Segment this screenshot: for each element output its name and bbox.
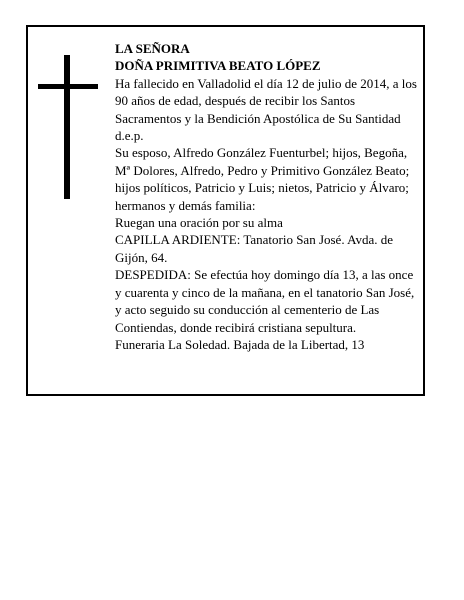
- chapel-info: CAPILLA ARDIENTE: Tanatorio San José. Avda. de Gijón, 64.: [115, 232, 394, 265]
- notice-title-line1: LA SEÑORA: [115, 41, 190, 56]
- notice-text: [115, 40, 419, 353]
- death-announcement: Ha fallecido en Valladolid el día 12 de julio de 2014, a los 90 años de edad, después de recibir los Santos Sacramentos y la Bendición Apostólica de Su Santidad d.e.p.: [115, 75, 417, 144]
- family-list: Su esposo, Alfredo González Fuenturbel; hijos, Begoña, Mª Dolores, Alfredo, Pedro y Primitivo González Beato; hijos políticos, Patricio y Luis; nietos, Patricio y Álvaro; hermanos y demás familia:: [115, 145, 410, 213]
- farewell-info: DESPEDIDA: Se efectúa hoy domingo día 13, a las once y cuarenta y cinco de la mañana, en el tanatorio San José, y acto seguido su conducción al cementerio de Las Contiendas, donde recibirá cristiana sepultura.: [115, 267, 415, 335]
- prayer-request: Ruegan una oración por su alma: [115, 215, 283, 231]
- cross-vertical-bar: [64, 55, 70, 199]
- funeral-home-info: Funeraria La Soledad. Bajada de la Libertad, 13: [115, 336, 365, 352]
- cross-horizontal-bar: [38, 84, 98, 89]
- obituary-notice: [26, 25, 425, 396]
- deceased-name: DOÑA PRIMITIVA BEATO LÓPEZ: [115, 58, 321, 74]
- latin-cross-icon: [38, 55, 98, 199]
